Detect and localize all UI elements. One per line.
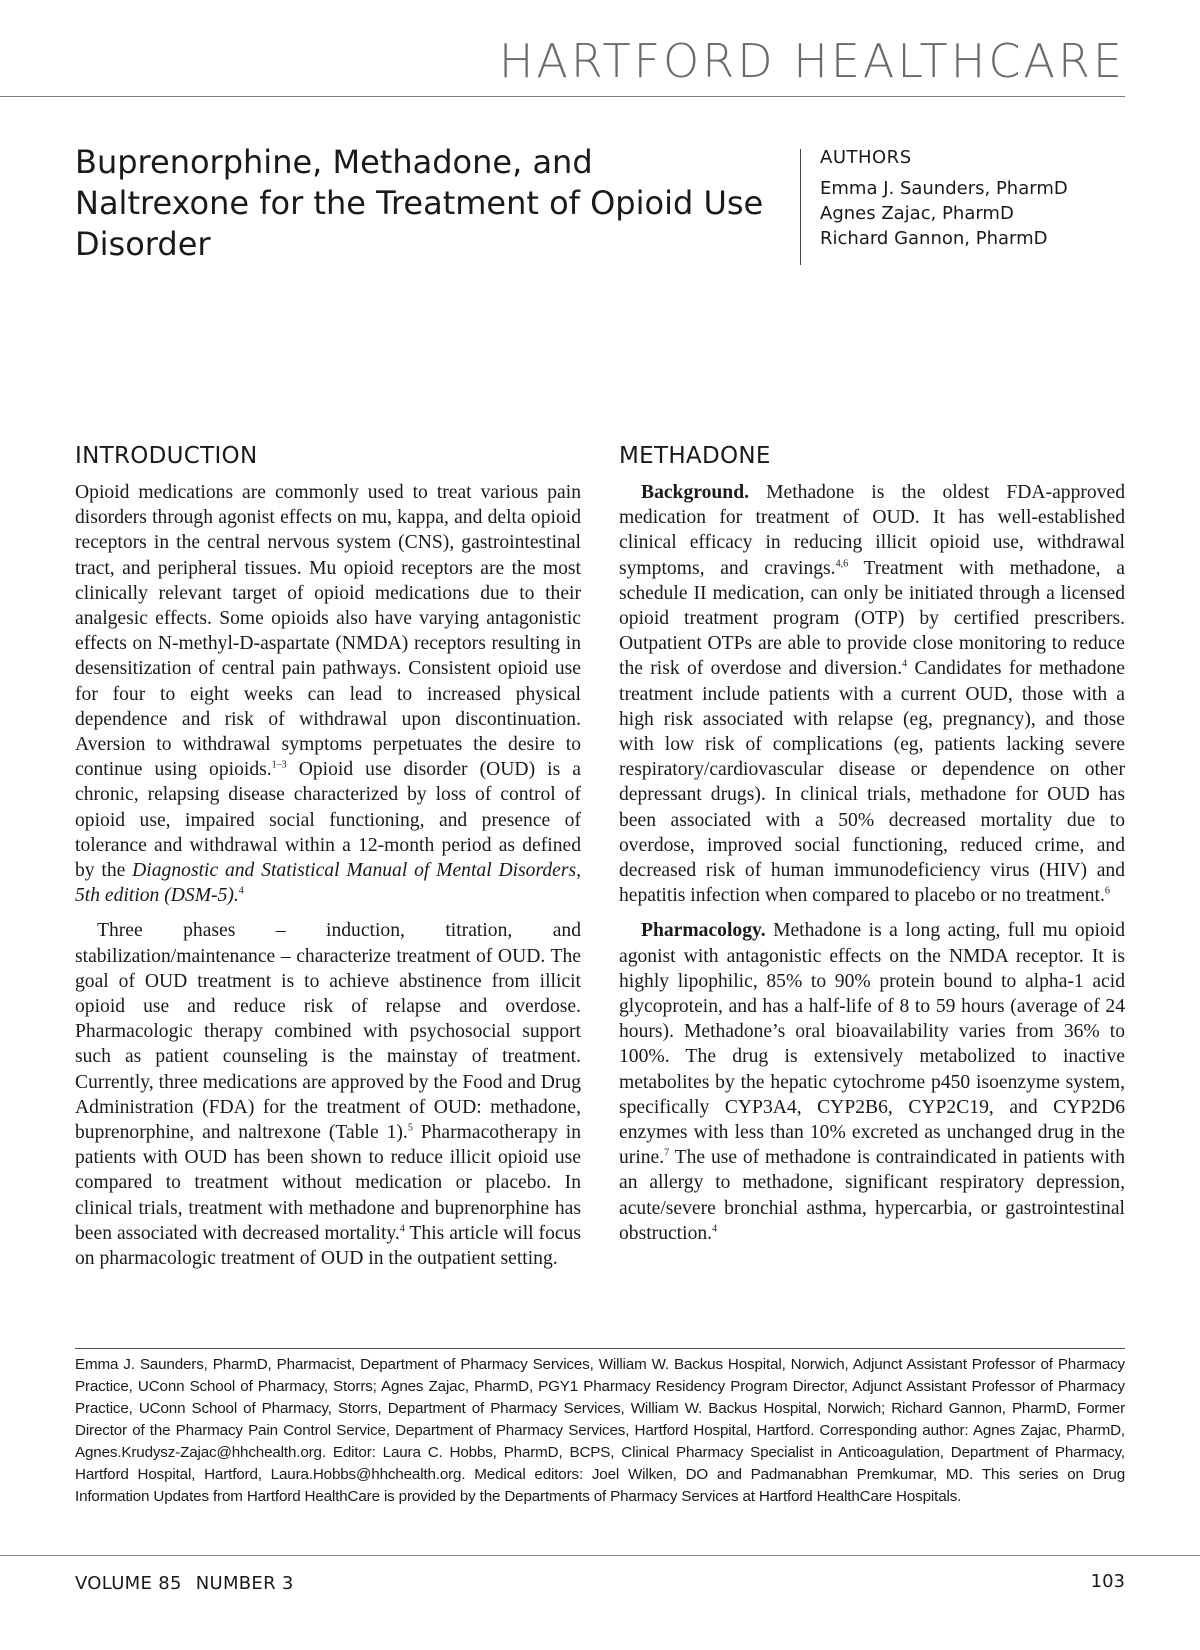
methadone-heading: METHADONE [619, 443, 771, 469]
author-name: Agnes Zajac, PharmD [820, 203, 1014, 224]
volume-label: VOLUME 85 [75, 1573, 182, 1594]
citation: 5 [407, 1122, 413, 1134]
number-label: NUMBER 3 [195, 1573, 294, 1594]
footer-divider [0, 1555, 1200, 1556]
pharmacology-paragraph: Pharmacology. Methadone is a long acting, full mu opioid agonist with antagonistic effects on the NMDA receptor. It is highly lipophilic, 85% to 90% protein bound to alpha-1 acid glycoprotein, and has a half-life of 8 to 59 hours (average of 24 hours). Methadone’s oral bioavailability varies from 36% to 100%. The drug is extensively metabolized to inactive metabolites by the hepatic cytochrome p450 isoenzyme system, specifically CYP3A4, CYP2B6, CYP2C19, and CYP2D6 enzymes with less than 10% excreted as unchanged drug in the urine.$^7$ The use of methadone is contraindicated in patients with an allergy to methadone, significant respiratory depression, acute/severe bronchial asthma, hypercarbia, or gastrointestinal obstruction.$^4$ [619, 920, 1125, 1244]
author-name: Richard Gannon, PharmD [820, 228, 1048, 249]
page-number: 103 [1090, 1571, 1125, 1592]
citation: 4 [902, 658, 908, 670]
background-paragraph: Background. Methadone is the oldest FDA-approved medication for treatment of OUD. It has well-established clinical efficacy in reducing illicit opioid use, withdrawal symptoms, and cravings.$^{4,6}$ Treatment with methadone, a schedule II medication, can only be initiated through a licensed opioid treatment program (OTP) by certified prescribers. Outpatient OTPs are able to provide close monitoring to reduce the risk of overdose and diversion.$^4$ Candidates for methadone treatment include patients with a current OUD, those with a high risk associated with relapse (eg, pregnancy), and those with low risk of complications (eg, patients lacking severe respiratory/cardiovascular disease or dependence on other depressant drugs). In clinical trials, methadone for OUD has been associated with a 50% decreased mortality due to overdose, improved social functioning, reduced crime, and decreased risk of human immunodeficiency virus (HIV) and hepatitis infection when compared to placebo or no treatment.$^6$ [619, 482, 1126, 907]
citation: 4,6 [835, 558, 849, 570]
pharmacology-label: Pharmacology. [641, 920, 766, 942]
author-affiliations-footnote: Emma J. Saunders, PharmD, Pharmacist, Department of Pharmacy Services, William W. Backus Hospital, Norwich, Adjunct Assistant Professor of Pharmacy Practice, UConn School of Pharmacy, Storrs; Agnes Zajac, PharmD, PGY1 Pharmacy Residency Program Director, Adjunct Assistant Professor of Pharmacy Practice, UConn School of Pharmacy, Storrs, Department of Pharmacy Services, William W. Backus Hospital, Norwich; Richard Gannon, PharmD, Former Director of the Pharmacy Pain Control Service, Department of Pharmacy Services, Hartford Hospital, Hartford. Corresponding author: Agnes Zajac, PharmD, Agnes.Krudysz-Zajac@hhchealth.org. Editor: Laura C. Hobbs, PharmD, BCPS, Clinical Pharmacy Specialist in Anticoagulation, Department of Pharmacy, Hartford Hospital, Hartford, Laura.Hobbs@hhchealth.org. Medical editors: Joel Wilken, DO and Padmanabhan Premkumar, MD. This series on Drug Information Updates from Hartford HealthCare is provided by the Departments of Pharmacy Services at Hartford HealthCare Hospitals. [75, 1356, 1125, 1505]
authors-block [820, 145, 1068, 251]
citation: 4 [712, 1223, 718, 1235]
introduction-paragraph: Three phases – induction, titration, and stabilization/maintenance – characterize treatment of OUD. The goal of OUD treatment is to achieve abstinence from illicit opioid use and reduce risk of relapse and overdose. Pharmacologic therapy combined with psychosocial support such as patient counseling is the mainstay of treatment. Currently, three medications are approved by the Food and Drug Administration (FDA) for the treatment of OUD: methadone, buprenorphine, and naltrexone (Table 1).$^5$ Pharmacotherapy in patients with OUD has been shown to reduce illicit opioid use compared to treatment without medication or placebo. In clinical trials, treatment with methadone and buprenorphine has been associated with decreased mortality.$^4$ This article will focus on pharmacologic treatment of OUD in the outpatient setting. [75, 920, 581, 1270]
citation: 4 [238, 885, 244, 897]
citation: 7 [664, 1147, 670, 1159]
journal-brand: HARTFORD HEALTHCARE [498, 34, 1125, 88]
authors-divider [800, 149, 801, 265]
citation: 1–3 [271, 759, 287, 771]
citation: 6 [1104, 885, 1110, 897]
introduction-paragraph: Opioid medications are commonly used to treat various pain disorders through agonist effects on mu, kappa, and delta opioid receptors in the central nervous system (CNS), gastrointestinal tract, and peripheral tissues. Mu opioid receptors are the most clinically relevant target of opioid medications due to their analgesic effects. Some opioids also have varying antagonistic effects on N-methyl-D-aspartate (NMDA) receptors resulting in desensitization of central pain pathways. Consistent opioid use for four to eight weeks can lead to increased physical dependence and risk of withdrawal upon discontinuation. Aversion to withdrawal symptoms perpetuates the desire to continue using opioids.$^{1-3}$ Opioid use disorder (OUD) is a chronic, relapsing disease characterized by loss of control of opioid use, impaired social functioning, and presence of tolerance and withdrawal within a 12-month period as defined by the Diagnostic and Statistical Manual of Mental Disorders, 5th edition (DSM-5).$^4$ [75, 482, 582, 907]
footnote-divider [75, 1348, 1125, 1349]
introduction-heading: INTRODUCTION [75, 443, 258, 469]
citation: 4 [399, 1223, 405, 1235]
right-column [619, 442, 1125, 1256]
issue-info [75, 1573, 294, 1594]
header-divider [0, 96, 1125, 97]
left-column [75, 442, 581, 1281]
author-name: Emma J. Saunders, PharmD [820, 178, 1068, 199]
authors-heading: AUTHORS [820, 147, 912, 168]
article-title: Buprenorphine, Methadone, and Naltrexone for the Treatment of Opioid Use Disorder [75, 143, 764, 263]
background-label: Background. [641, 482, 749, 503]
